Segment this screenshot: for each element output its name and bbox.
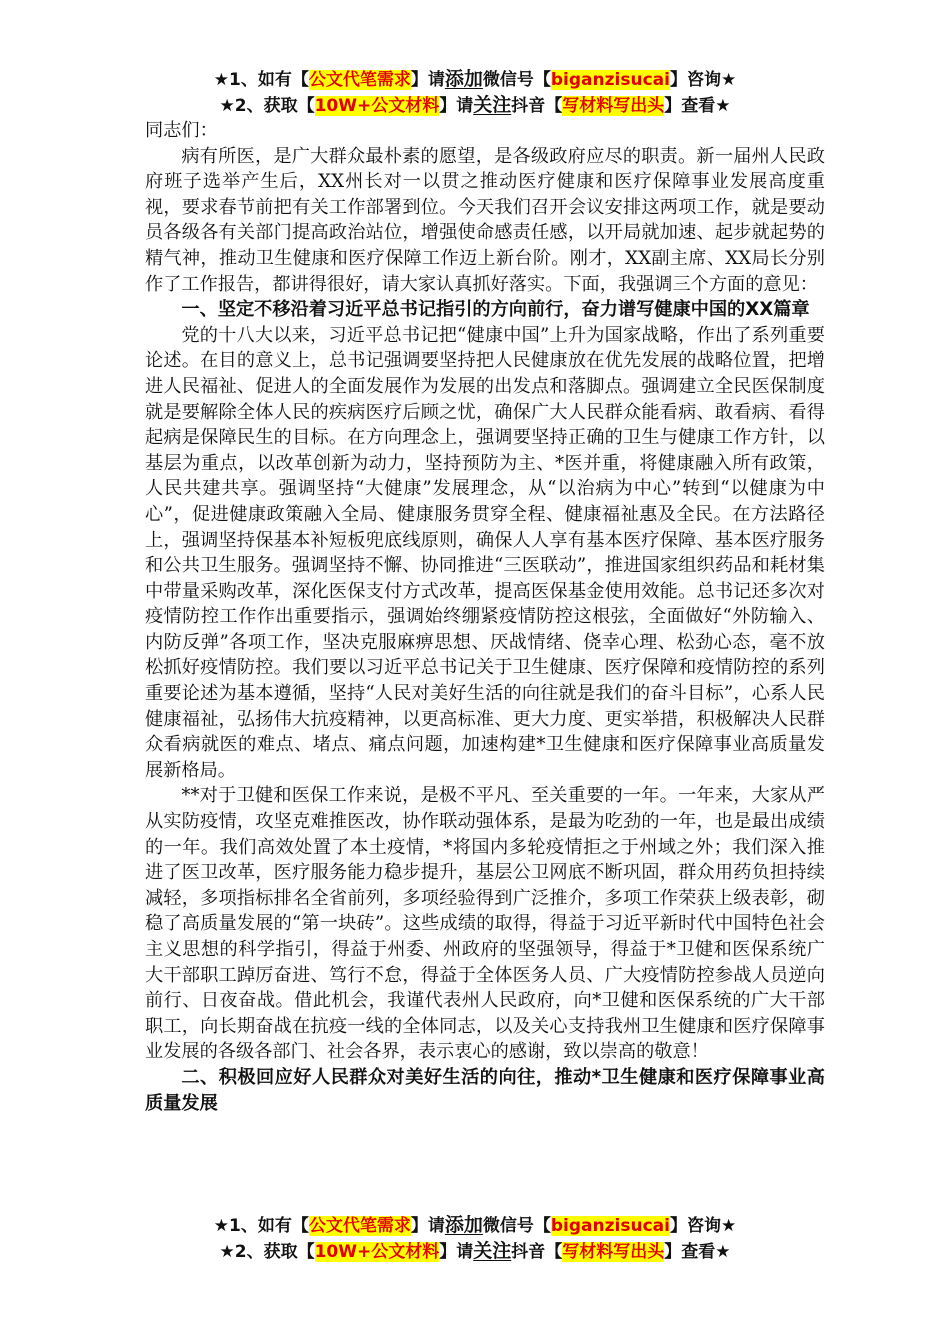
banner-emphasis: 添加 — [444, 68, 483, 90]
intro-paragraph: 病有所医，是广大群众最朴素的愿望，是各级政府应尽的职责。新一届州人民政府班子选举产生后，XX州长对一以贯之推动医疗健康和医疗保障事业发展高度重视，要求春节前把有关工作部署到位。今天我们召开会议安排这两项工作，就是要动员各级各有关部门提高政治站位，增强使命感责任感，以开局就加速、起步就起势的精气神，推动卫生健康和医疗保障工作迈上新台阶。刚才，XX副主席、XX局长分别作了工作报告，都讲得很好，请大家认真抓好落实。下面，我强调三个方面的意见： — [145, 145, 825, 295]
banner-highlight: 写材料写出头 — [562, 1242, 665, 1262]
banner-emphasis: 关注 — [473, 1240, 512, 1262]
banner-highlight: 10W+公文材料 — [314, 1242, 440, 1262]
banner-highlight: 公文代笔需求 — [308, 70, 411, 90]
banner-line-1 — [0, 1212, 950, 1238]
document-body — [145, 118, 825, 1116]
top-banner — [0, 66, 950, 118]
banner-text: ★2、获取【 — [219, 96, 315, 116]
banner-line-1 — [0, 66, 950, 92]
banner-highlight: 公文代笔需求 — [308, 1216, 411, 1236]
body-paragraph-2: **对于卫健和医保工作来说，是极不平凡、至关重要的一年。一年来，大家从严从实防疫情，攻坚克难推医改，协作联动强体系，是最为吃劲的一年，也是最出成绩的一年。我们高效处置了本土疫情，*将国内多轮疫情拒之于州域之外；我们深入推进了医卫改革，医疗服务能力稳步提升，基层公卫网底不断巩固，群众用药负担持续减轻，多项指标排名全省前列，多项经验得到广泛推介，多项工作荣获上级表彰，砌稳了高质量发展的“第一块砖”。这些成绩的取得，得益于习近平新时代中国特色社会主义思想的科学指引，得益于州委、州政府的坚强领导，得益于*卫健和医保系统广大干部职工踔厉奋进、笃行不怠，得益于全体医务人员、广大疫情防控参战人员逆向前行、日夜奋战。借此机会，我谨代表州人民政府，向*卫健和医保系统的广大干部职工，向长期奋战在抗疫一线的全体同志，以及关心支持我州卫生健康和医疗保障事业发展的各级各部门、社会各界，表示衷心的感谢，致以崇高的敬意！ — [145, 785, 825, 1063]
banner-text: 抖音【 — [511, 96, 563, 116]
body-paragraph-1: 党的十八大以来，习近平总书记把“健康中国”上升为国家战略，作出了系列重要论述。在目的意义上，总书记强调要坚持把人民健康放在优先发展的战略位置，把增进人民福祉、促进人的全面发展作为发展的出发点和落脚点。强调建立全民医保制度就是要解除全体人民的疾病医疗后顾之忧，确保广大人民群众能看病、敢看病、看得起病是保障民生的目标。在方向理念上，强调要坚持正确的卫生与健康工作方针，以基层为重点，以改革创新为动力，坚持预防为主、*医并重，将健康融入所有政策，人民共建共享。强调坚持“大健康”发展理念，从“以治病为中心”转到“以健康为中心”，促进健康政策融入全局、健康服务贯穿全程、健康福祉惠及全民。在方法路径上，强调坚持保基本补短板兜底线原则，确保人人享有基本医疗保障、基本医疗服务和公共卫生服务。强调坚持不懈、协同推进“三医联动”，推进国家组织药品和耗材集中带量采购改革，深化医保支付方式改革，提高医保基金使用效能。总书记还多次对疫情防控工作作出重要指示，强调始终绷紧疫情防控这根弦，全面做好“外防输入、内防反弹”各项工作，坚决克服麻痹思想、厌战情绪、侥幸心理、松劲心态，毫不放松抓好疫情防控。我们要以习近平总书记关于卫生健康、医疗保障和疫情防控的系列重要论述为基本遵循，坚持“人民对美好生活的向往就是我们的奋斗目标”，心系人民健康福祉，弘扬伟大抗疫精神，以更高标准、更大力度、更实举措，积极解决人民群众看病就医的难点、堵点、痛点问题，加速构建*卫生健康和医疗保障事业高质量发展新格局。 — [145, 324, 825, 781]
banner-text: 】请 — [410, 1216, 445, 1236]
banner-text: 】请 — [410, 70, 445, 90]
banner-text: 】请 — [439, 96, 474, 116]
section-heading-2: 二、积极回应好人民群众对美好生活的向往，推动*卫生健康和医疗保障事业高质量发展 — [145, 1066, 825, 1114]
banner-highlight: 写材料写出头 — [562, 96, 665, 116]
bottom-banner — [0, 1212, 950, 1264]
banner-highlight: biganzisucai — [550, 70, 670, 90]
banner-text: 微信号【 — [482, 70, 551, 90]
banner-text: ★1、如有【 — [213, 70, 309, 90]
banner-text: ★2、获取【 — [219, 1242, 315, 1262]
banner-line-2 — [0, 1238, 950, 1264]
banner-line-2 — [0, 92, 950, 118]
banner-text: ★1、如有【 — [213, 1216, 309, 1236]
banner-text: 】咨询★ — [669, 70, 737, 90]
banner-text: 】请 — [439, 1242, 474, 1262]
banner-text: 】查看★ — [664, 1242, 731, 1262]
banner-highlight: biganzisucai — [550, 1216, 670, 1236]
banner-text: 】咨询★ — [669, 1216, 737, 1236]
section-heading-1: 一、坚定不移沿着习近平总书记指引的方向前行，奋力谱写健康中国的XX篇章 — [181, 299, 810, 321]
salutation: 同志们： — [145, 120, 218, 141]
banner-highlight: 10W+公文材料 — [314, 96, 440, 116]
banner-text: 抖音【 — [511, 1242, 563, 1262]
banner-emphasis: 关注 — [473, 94, 512, 116]
banner-text: 】查看★ — [664, 96, 731, 116]
banner-emphasis: 添加 — [444, 1214, 483, 1236]
banner-text: 微信号【 — [482, 1216, 551, 1236]
